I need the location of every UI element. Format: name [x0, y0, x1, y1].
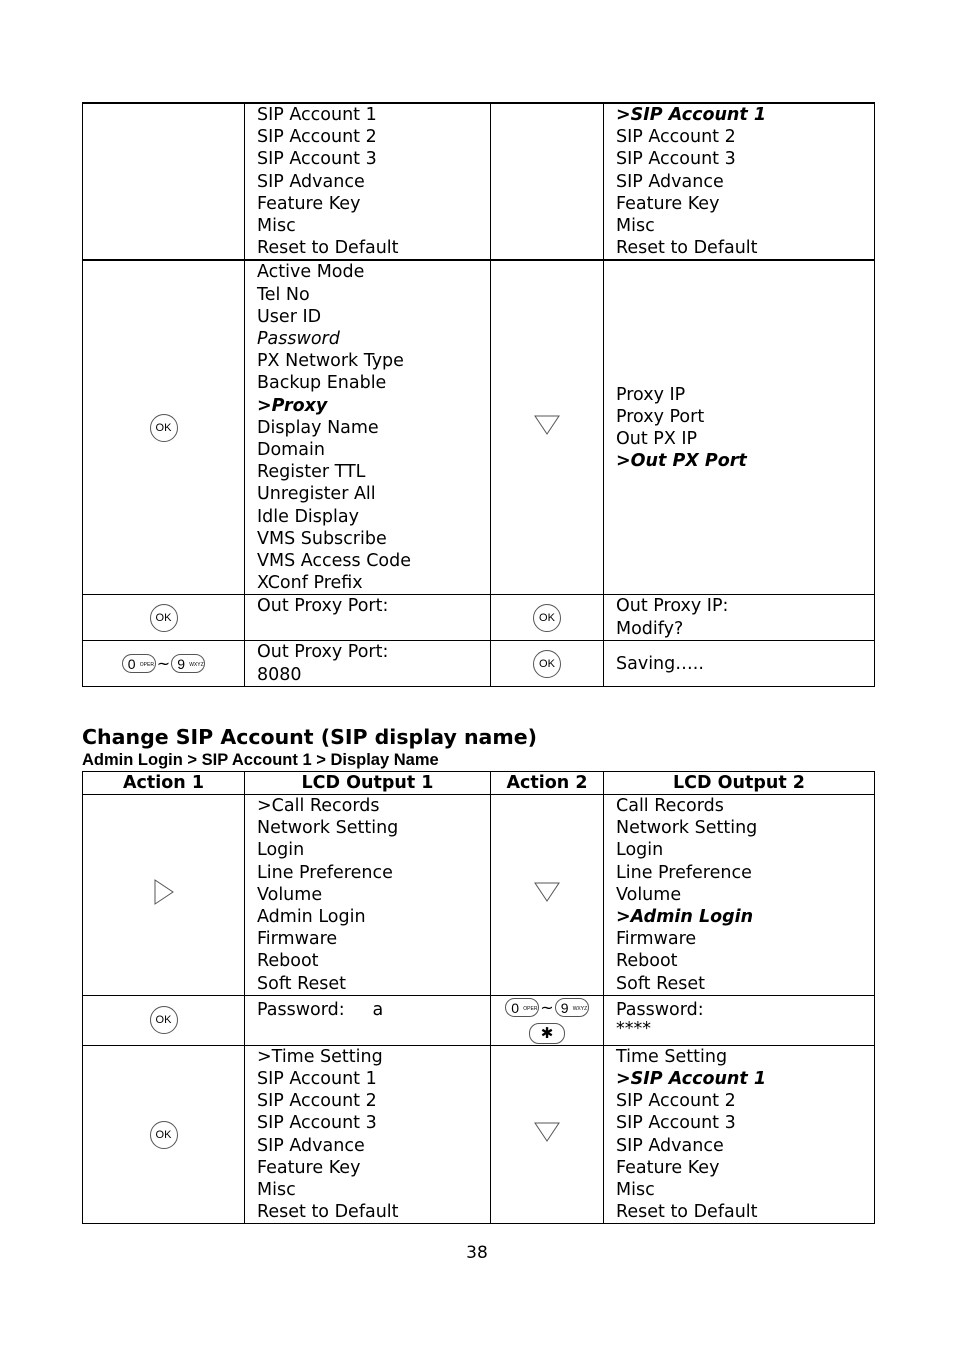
menu-line: Out Proxy IP:	[616, 596, 729, 617]
table-header-row	[83, 772, 875, 795]
action2-cell	[491, 795, 604, 996]
down-triangle-icon	[534, 415, 560, 435]
menu-line: Volume	[616, 884, 682, 905]
star-key-icon: ✱	[529, 1023, 565, 1044]
menu-line: Reset to Default	[257, 1202, 399, 1223]
menu-line: Line Preference	[616, 862, 752, 883]
menu-line: Line Preference	[257, 862, 393, 883]
menu-line: SIP Advance	[257, 171, 365, 192]
menu-line: Login	[257, 840, 305, 861]
column-header: LCD Output 1	[245, 772, 491, 795]
menu-line: Modify?	[616, 618, 684, 639]
key-9-icon: 9 WXYZ	[555, 998, 589, 1017]
action1-cell	[83, 595, 245, 641]
column-header: LCD Output 2	[604, 772, 875, 795]
key-0-icon: 0 OPER	[122, 654, 156, 673]
menu-line: Password: a	[257, 999, 384, 1020]
down-triangle-icon	[534, 882, 560, 902]
menu-line: Reboot	[257, 951, 319, 972]
menu-line: Password	[257, 329, 340, 350]
key-9-icon: 9 WXYZ	[171, 654, 205, 673]
lcd-output-2	[604, 1045, 875, 1224]
menu-line: Idle Display	[257, 506, 359, 527]
menu-line: Firmware	[616, 929, 697, 950]
column-header: Action 1	[83, 772, 245, 795]
menu-line: Volume	[257, 884, 323, 905]
menu-line: Display Name	[257, 417, 379, 438]
menu-line: Reset to Default	[257, 238, 399, 259]
menu-line: Network Setting	[616, 818, 758, 839]
menu-table-1	[82, 102, 875, 687]
menu-line-selected: >Admin Login	[616, 907, 754, 928]
action1-cell	[83, 1045, 245, 1224]
menu-line: Network Setting	[257, 818, 399, 839]
menu-line: Soft Reset	[257, 973, 346, 994]
breadcrumb: Admin Login > SIP Account 1 > Display Name	[82, 751, 439, 769]
page-number: 38	[466, 1243, 488, 1263]
menu-line: >Call Records	[257, 796, 380, 816]
menu-line: Password:	[616, 999, 704, 1020]
menu-line: Reboot	[616, 951, 678, 972]
lcd-output-2	[604, 595, 875, 641]
menu-line: SIP Account 1	[257, 105, 377, 125]
action1-cell	[83, 995, 245, 1045]
menu-line: XConf Prefix	[257, 573, 363, 594]
menu-line: Reset to Default	[616, 238, 758, 259]
lcd-output-2	[604, 795, 875, 996]
lcd-output-2	[604, 260, 875, 595]
menu-line: SIP Account 3	[257, 149, 377, 170]
table-row	[83, 1045, 875, 1224]
table-row	[83, 260, 875, 595]
menu-line: SIP Account 3	[616, 149, 736, 170]
menu-line: Feature Key	[257, 1157, 361, 1178]
menu-line: VMS Access Code	[257, 551, 412, 572]
menu-line: Backup Enable	[257, 373, 387, 394]
menu-line: Reset to Default	[616, 1202, 758, 1223]
menu-line: SIP Account 2	[616, 127, 736, 148]
tilde-separator: ~	[540, 997, 554, 1017]
key-0-label: 0	[127, 655, 136, 672]
menu-line: Tel No	[257, 284, 310, 305]
ok-key-icon: OK	[150, 604, 178, 632]
lcd-output-1	[245, 795, 491, 996]
menu-line: ****	[616, 1019, 651, 1040]
lcd-output-1	[245, 641, 491, 687]
action2-cell	[491, 1045, 604, 1224]
menu-line: Time Setting	[616, 1046, 728, 1067]
menu-line-selected: >SIP Account 1	[616, 105, 767, 125]
action1-cell	[83, 795, 245, 996]
lcd-output-2	[604, 641, 875, 687]
menu-line: Misc	[257, 1180, 296, 1201]
ok-key-icon: OK	[533, 650, 561, 678]
action1-cell	[83, 260, 245, 595]
menu-line: Soft Reset	[616, 973, 705, 994]
menu-line: SIP Account 1	[257, 1069, 377, 1090]
ok-key-icon: OK	[533, 604, 561, 632]
lcd-output-1	[245, 103, 491, 260]
lcd-output-1	[245, 595, 491, 641]
menu-line: Proxy Port	[616, 406, 705, 427]
menu-line: SIP Account 2	[257, 127, 377, 148]
menu-line: SIP Advance	[616, 1135, 724, 1156]
ok-key-icon: OK	[150, 1006, 178, 1034]
menu-line-selected: >Out PX Port	[616, 451, 747, 472]
menu-line: Out Proxy Port:	[257, 596, 389, 617]
menu-line: Feature Key	[616, 193, 720, 214]
digit-keys	[505, 998, 588, 1018]
menu-line: Misc	[257, 216, 296, 237]
menu-line: Domain	[257, 440, 325, 461]
menu-line: User ID	[257, 306, 322, 327]
menu-line: SIP Account 2	[616, 1091, 736, 1112]
action2-cell	[491, 595, 604, 641]
menu-line: Out Proxy Port:	[257, 642, 389, 663]
menu-line: Firmware	[257, 929, 338, 950]
menu-table-2	[82, 771, 875, 1224]
menu-line: SIP Account 2	[257, 1091, 377, 1112]
key-9-label: 9	[177, 655, 185, 672]
menu-line-selected: >Proxy	[257, 395, 328, 416]
menu-line: 8080	[257, 664, 302, 685]
key-0-label: 0	[511, 999, 520, 1016]
menu-line: Proxy IP	[616, 384, 686, 405]
table-row	[83, 595, 875, 641]
menu-line: Admin Login	[257, 907, 366, 928]
lcd-output-2	[604, 103, 875, 260]
menu-line: SIP Account 3	[257, 1113, 377, 1134]
ok-key-icon: OK	[150, 414, 178, 442]
menu-line: SIP Advance	[616, 171, 724, 192]
menu-line: Register TTL	[257, 462, 366, 483]
lcd-output-1	[245, 995, 491, 1045]
digit-keys	[122, 654, 205, 674]
action2-cell	[491, 641, 604, 687]
table-row	[83, 995, 875, 1045]
lcd-output-1	[245, 260, 491, 595]
ok-key-icon: OK	[150, 1121, 178, 1149]
menu-line: Login	[616, 840, 664, 861]
menu-line: PX Network Type	[257, 351, 404, 372]
menu-line: Active Mode	[257, 262, 365, 283]
table-row	[83, 795, 875, 996]
table-row	[83, 103, 875, 260]
key-0-icon: 0 OPER	[505, 998, 539, 1017]
menu-line: SIP Account 3	[616, 1113, 736, 1134]
section-title: Change SIP Account (SIP display name)	[82, 725, 538, 749]
menu-line: Feature Key	[616, 1157, 720, 1178]
column-header: Action 2	[491, 772, 604, 795]
menu-line: >Time Setting	[257, 1046, 383, 1067]
menu-line: Out PX IP	[616, 428, 698, 449]
lcd-output-2	[604, 995, 875, 1045]
menu-line: Unregister All	[257, 484, 376, 505]
action2-cell	[491, 260, 604, 595]
table-row	[83, 641, 875, 687]
tilde-separator: ~	[156, 653, 171, 673]
action2-cell	[491, 995, 604, 1045]
down-triangle-icon	[534, 1122, 560, 1142]
right-triangle-icon	[154, 879, 174, 905]
action1-cell	[83, 103, 245, 260]
menu-line-selected: >SIP Account 1	[616, 1069, 767, 1090]
key-9-label: 9	[560, 999, 569, 1016]
menu-line: Misc	[616, 1180, 655, 1201]
action2-cell	[491, 103, 604, 260]
action1-cell	[83, 641, 245, 687]
menu-line: Misc	[616, 216, 655, 237]
menu-line: Call Records	[616, 796, 724, 816]
menu-line: Feature Key	[257, 193, 361, 214]
menu-line: VMS Subscribe	[257, 528, 387, 549]
menu-line: SIP Advance	[257, 1135, 365, 1156]
lcd-output-1	[245, 1045, 491, 1224]
menu-line: Saving…..	[616, 653, 704, 674]
